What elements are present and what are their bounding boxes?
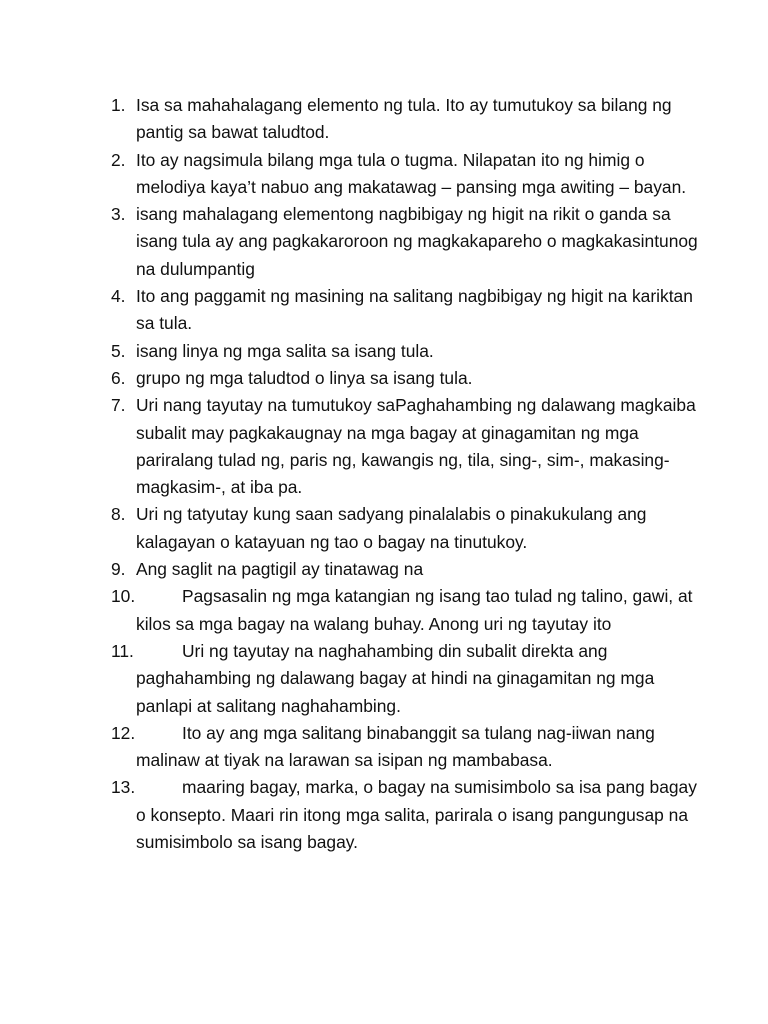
item-text: grupo ng mga taludtod o linya sa isang tula. [136,367,473,388]
list-item [0,556,768,583]
item-text: Uri ng tatyutay kung saan sadyang pinalalabis o pinakukulang ang kalagayan o katayuan ng tao o bagay na tinutukoy. [136,504,647,552]
list-item [0,147,768,202]
list-item [0,92,768,147]
item-text: Ito ay nagsimula bilang mga tula o tugma. Nilapatan ito ng himig o melodiya kaya’t nabuo ang makatawag – pansing mga awiting – bayan. [136,149,687,197]
item-text: Ito ay ang mga salitang binabanggit sa tulang nag-iiwan nang malinaw at tiyak na larawan sa isipan ng mambabasa. [136,722,655,771]
list-item [0,338,768,365]
item-text: isang linya ng mga salita sa isang tula. [136,340,434,361]
item-text: isang mahalagang elementong nagbibigay ng higit na rikit o ganda sa isang tula ay ang pagkakaroroon ng magkakapareho o magkakasintunog na dulumpantig [136,204,698,279]
item-number: 4. [111,286,126,307]
item-number: 8. [111,504,126,525]
list-item [0,201,768,283]
item-text: Ang saglit na pagtigil ay tinatawag na [136,559,424,580]
item-number: 3. [111,204,126,225]
item-number: 5. [111,340,126,361]
item-number: 10. [111,586,136,607]
item-number: 2. [111,149,126,170]
item-number: 6. [111,367,126,388]
item-number: 11. [111,640,134,661]
item-text: maaring bagay, marka, o bagay na sumisimbolo sa isa pang bagay o konsepto. Maari rin itong mga salita, parirala o isang pangungusap na sumisimbolo sa isang bagay. [136,777,697,853]
list-item [0,501,768,556]
item-text: Ito ang paggamit ng masining na salitang nagbibigay ng higit na kariktan sa tula. [136,286,693,334]
item-text: Uri ng tayutay na naghahambing din subalit direkta ang paghahambing ng dalawang bagay at hindi na ginagamitan ng mga panlapi at salitang naghahambing. [136,640,655,716]
list-item [0,638,768,720]
item-number: 7. [111,395,126,416]
list-item [0,392,768,501]
item-text: Pagsasalin ng mga katangian ng isang tao tulad ng talino, gawi, at kilos sa mga bagay na walang buhay. Anong uri ng tayutay ito [136,586,693,634]
item-text: Uri nang tayutay na tumutukoy saPaghahambing ng dalawang magkaiba subalit may pagkakaugnay na mga bagay at ginagamitan ng mga pariralang tulad ng, paris ng, kawangis ng, tila, sing-, sim-, makasing-magkasim-, at iba pa. [136,395,696,498]
item-text: Isa sa mahahalagang elemento ng tula. Ito ay tumutukoy sa bilang ng pantig sa bawat taludtod. [136,95,672,143]
item-number: 9. [111,559,126,580]
question-list [0,92,768,856]
list-item [0,583,768,638]
list-item [0,720,768,775]
item-number: 12. [111,722,136,743]
item-number: 13. [111,777,136,798]
list-item [0,365,768,392]
list-item [0,774,768,856]
item-number: 1. [111,95,126,115]
list-item [0,283,768,338]
